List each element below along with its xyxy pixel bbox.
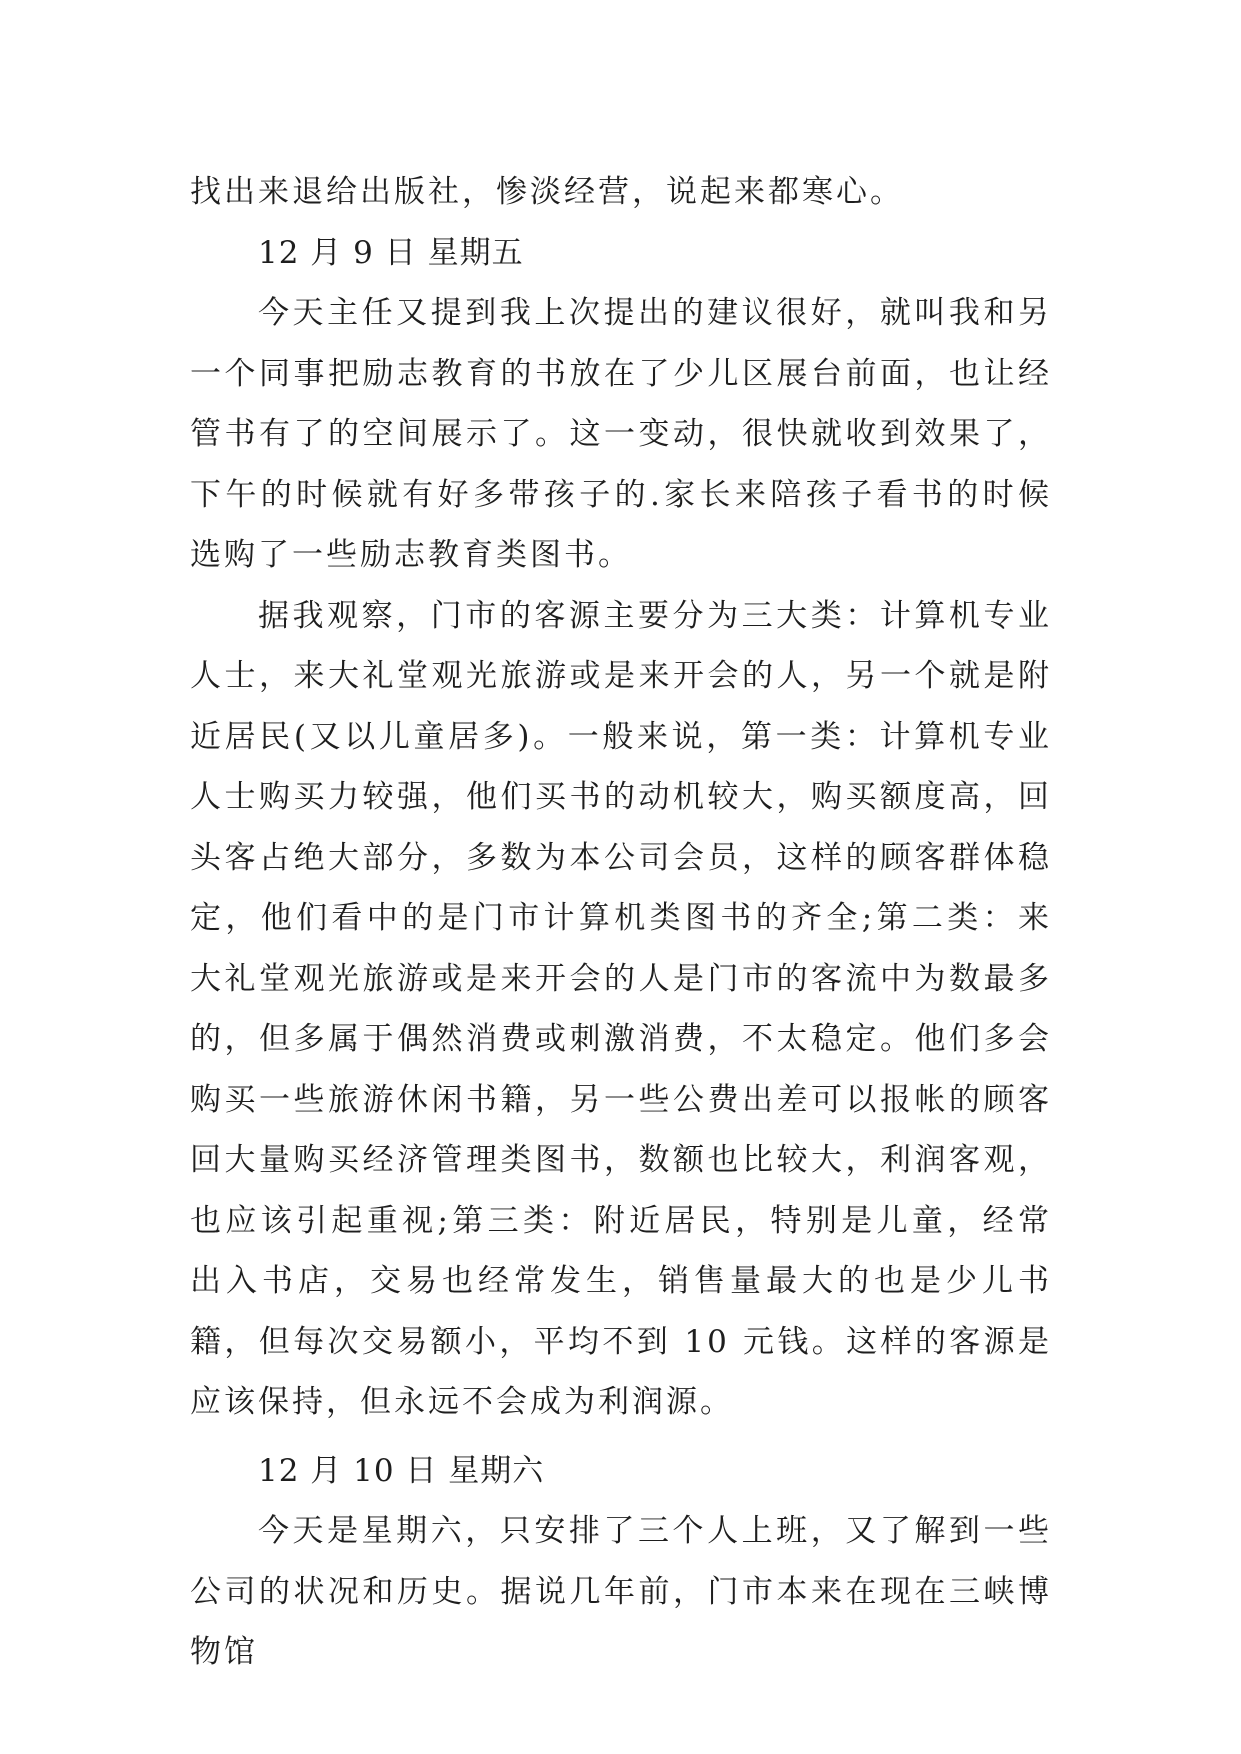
body-paragraph: 今天是星期六，只安排了三个人上班，又了解到一些公司的状况和历史。据说几年前，门市本来在现在三峡博物馆 — [190, 1513, 1052, 1670]
diary-date-heading: 12 月 9 日 星期五 — [258, 234, 524, 271]
diary-date-heading: 12 月 10 日 星期六 — [258, 1452, 545, 1489]
continuation-paragraph: 找出来退给出版社，惨淡经营，说起来都寒心。 — [190, 174, 904, 210]
body-paragraph: 据我观察，门市的客源主要分为三大类：计算机专业人士，来大礼堂观光旅游或是来开会的人，另一个就是附近居民(又以儿童居多)。一般来说，第一类：计算机专业人士购买力较强，他们买书的动机较大，购买额度高，回头客占绝大部分，多数为本公司会员，这样的顾客群体稳定，他们看中的是门市计算机类图书的齐全;第二类：来大礼堂观光旅游或是来开会的人是门市的客流中为数最多的，但多属于偶然消费或刺激消费，不太稳定。他们多会购买一些旅游休闲书籍，另一些公费出差可以报帐的顾客回大量购买经济管理类图书，数额也比较大，利润客观，也应该引起重视;第三类：附近居民，特别是儿童，经常出入书店，交易也经常发生，销售量最大的也是少儿书籍，但每次交易额小，平均不到 10 元钱。这样的客源是应该保持，但永远不会成为利润源。 — [190, 597, 1052, 1420]
body-paragraph: 今天主任又提到我上次提出的建议很好，就叫我和另一个同事把励志教育的书放在了少儿区展台前面，也让经管书有了的空间展示了。这一变动，很快就收到效果了，下午的时候就有好多带孩子的.家长来陪孩子看书的时候选购了一些励志教育类图书。 — [190, 295, 1052, 573]
document-body — [190, 162, 1052, 1683]
